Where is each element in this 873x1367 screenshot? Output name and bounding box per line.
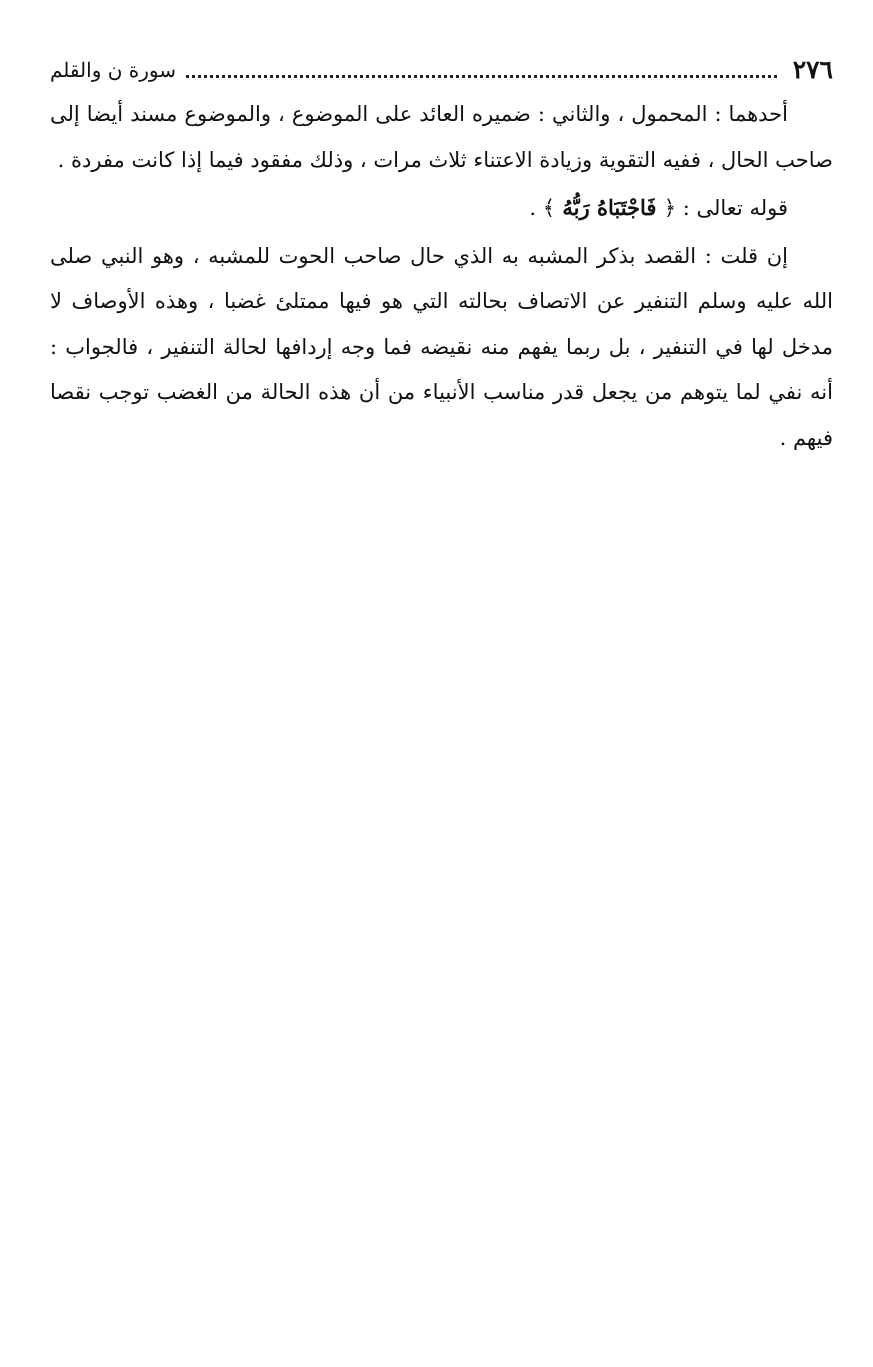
ornate-close-bracket: ﴾ (542, 196, 556, 220)
quran-verse: فَاجْتَبَاهُ رَبُّهُ (555, 195, 664, 220)
page-number: ٢٧٦ (792, 55, 833, 84)
citation-lead: قوله تعالى : (676, 196, 788, 220)
running-header (50, 48, 833, 88)
ornate-open-bracket: ﴿ (663, 196, 677, 220)
surah-title: سورة ن والقلم (50, 58, 176, 82)
paragraph-3: إن قلت : القصد بذكر المشبه به الذي حال صاحب الحوت للمشبه ، وهو النبي صلى الله عليه وسلم التنفير عن الاتصاف بحالته التي هو فيها ممتلئ غضبا ، وهذه الأوصاف لا مدخل لها في التنفير ، بل ربما يفهم منه نقيضه فما وجه إردافها لحالة التنفير ، فالجواب : أنه نفي لما يتوهم من يجعل قدر مناسب الأنبياء من أن هذه الحالة من الغضب توجب نقصا فيهم . (50, 243, 833, 450)
book-page (50, 48, 833, 461)
paragraph-1: أحدهما : المحمول ، والثاني : ضميره العائد على الموضوع ، والموضوع مسند أيضا إلى صاحب الحال ، ففيه التقوية وزيادة الاعتناء ثلاث مرات ، وذلك مفقود فيما إذا كانت مفردة . (50, 102, 833, 172)
body-text (50, 92, 833, 461)
header-dotted-rule (186, 75, 777, 78)
citation-tail: . (529, 196, 543, 220)
paragraph-2-quran-citation (50, 185, 833, 232)
